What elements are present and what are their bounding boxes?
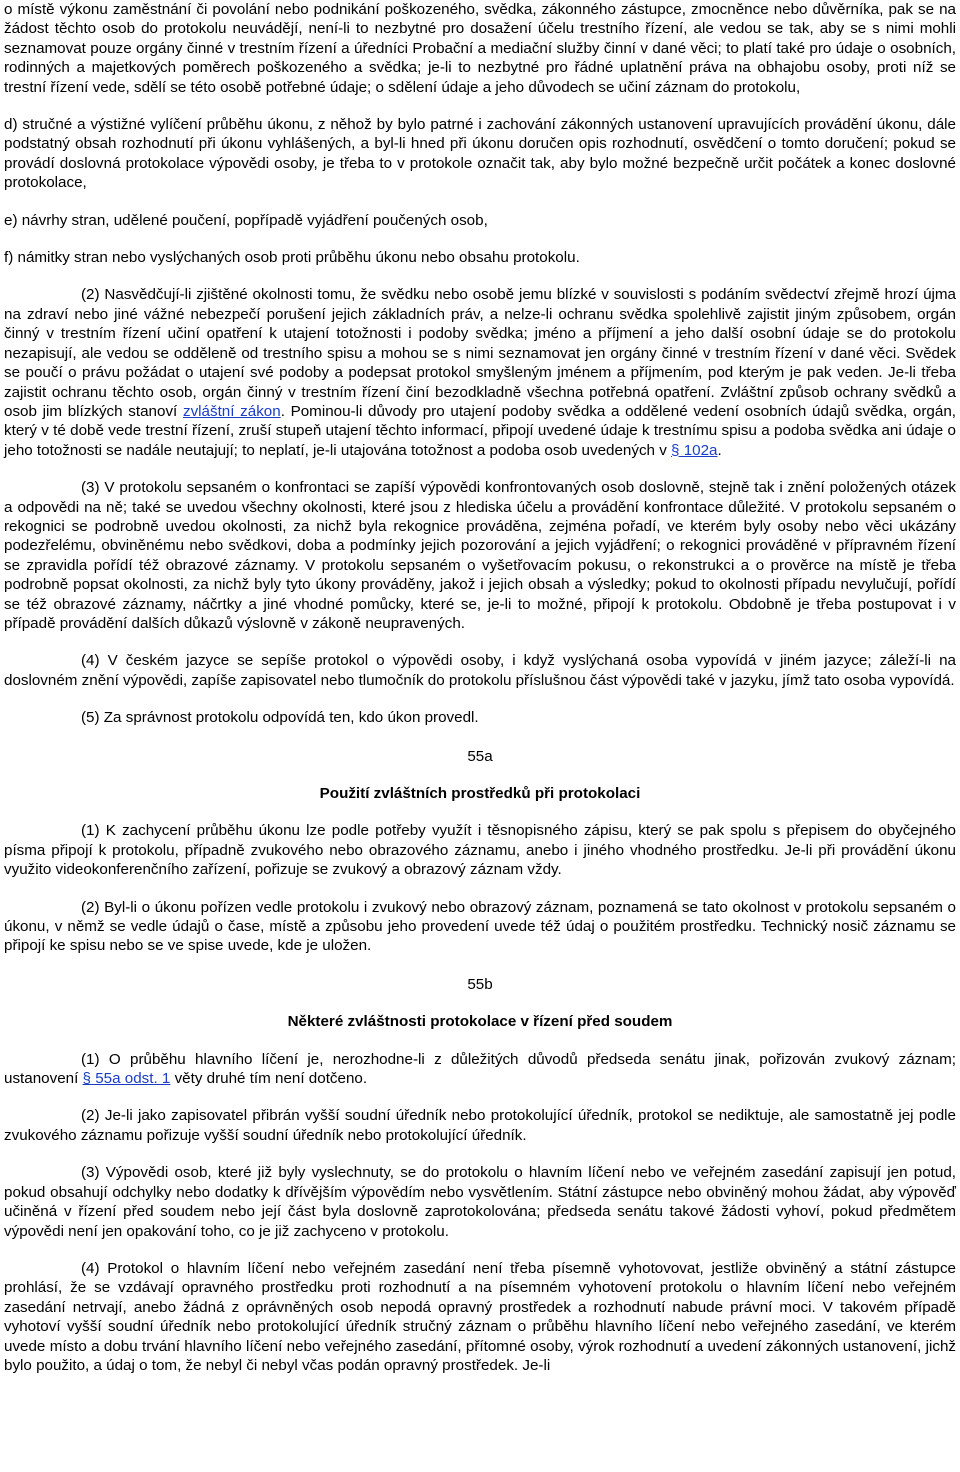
item-d: d) stručné a výstižné vylíčení průběhu úkonu, z něhož by bylo patrné i zachování zákonných ustanovení upravujících provádění úkonu, dále podstatný obsah rozhodnutí při úkonu vyhlášených, a byl-li hned při úkonu doručen opis rozhodnutí, osvědčení o tomto doručení; pokud se provádí doslovná protokolace výpovědi osoby, je třeba to v protokole označit tak, aby bylo možné bezpečně určit počátek a konec doslovné protokolace, xyxy=(4,116,956,192)
section-55b-paragraph-1-text-b: věty druhé tím není dotčeno. xyxy=(170,1070,368,1088)
section-55a-paragraph-2: (2) Byl-li o úkonu pořízen vedle protokolu i zvukový nebo obrazový záznam, poznamená se tato okolnost v protokolu sepsaném o úkonu, v němž se vedle údajů o čase, místě a způsobu jeho provedení uvede též údaj o použitém prostředku. Technický nosič záznamu se připojí ke spisu nebo se ve spise uvede, kde je uložen. xyxy=(4,898,956,955)
paragraph-3: (3) V protokolu sepsaném o konfrontaci se zapíší výpovědi konfrontovaných osob doslovně, stejně tak i znění položených otázek a odpovědi na ně; také se uvedou všechny okolnosti, které jsou z hlediska účelu a provádění konfrontace důležité. V protokolu sepsaném o rekognici se podrobně uvedou okolnosti, za nichž byla rekognice prováděna, zejména pořadí, ve kterém byly osoby nebo věci ukázány podezřelému, obviněnému nebo svědkovi, doba a podmínky jejich pozorování a jejich vyjádření; o rekognici prováděné v přípravném řízení se zpravidla pořídí též obrazové záznamy. V protokolu sepsaném o vyšetřovacím pokusu, o rekonstrukci a o prověrce na místě je třeba podrobně popsat okolnosti, za nichž byly tyto úkony prováděny, jakož i jejich obsah a výsledky; pokud to okolnosti případu nevylučují, pořídí se též obrazové záznamy, náčrtky a jiné vhodné pomůcky, které se, je-li to možné, připojí k protokolu. Obdobně je třeba postupovat i v případě provádění dalších důkazů výslovně v zákoně neupravených. xyxy=(4,479,956,632)
section-55a-paragraph-1: (1) K zachycení průběhu úkonu lze podle potřeby využít i těsnopisného zápisu, který se pak spolu s přepisem do obyčejného písma připojí k protokolu, případně zvukového nebo obrazového záznamu, anebo i jiného vhodného prostředku. Je-li při provádění úkonu využito videokonferenčního zařízení, pořizuje se zvukový a obrazový záznam vždy. xyxy=(4,822,956,879)
section-55b-paragraph-1 xyxy=(4,1050,956,1089)
section-55b-paragraph-3: (3) Výpovědi osob, které již byly vyslechnuty, se do protokolu o hlavním líčení nebo ve veřejném zasedání zapisují jen potud, pokud obsahují odchylky nebo dodatky k dřívějším výpovědím nebo vysvětlením. Státní zástupce nebo obviněný mohou žádat, aby výpověď učiněná v řízení před soudem nebo její část byla doslovně zaprotokolována; předseda senátu takové žádosti vyhoví, pokud předmětem výpovědi není jen opakování toho, co je již zachyceno v protokolu. xyxy=(4,1164,956,1240)
section-number-55a: 55a xyxy=(467,747,493,765)
paragraph-2-text-a: (2) Nasvědčují-li zjištěné okolnosti tomu, že svědku nebo osobě jemu blízké v souvislosti s podáním svědectví zřejmě hrozí újma na zdraví nebo jiné vážné nebezpečí porušení jejich základních práv, a nelze-li ochranu svědka spolehlivě zajistit jiným způsobem, orgán činný v trestním řízení učiní opatření k utajení totožnosti i podoby svědka; jméno a příjmení a jeho další osobní údaje se do protokolu nezapisují, ale vedou se odděleně od trestního spisu a mohou se s nimi seznamovat jen orgány činné v trestním řízení v dané věci. Svědek se poučí o právu požádat o utajení své podoby a podepsat protokol smyšleným jménem a příjmením, pod kterým je pak veden. Je-li třeba zajistit ochranu těchto osob, orgán činný v trestním řízení činí bezodkladně všechna potřebná opatření. Zvláštní způsob ochrany svědků a osob jim blízkých stanoví xyxy=(4,286,956,420)
item-e: e) návrhy stran, udělené poučení, popřípadě vyjádření poučených osob, xyxy=(4,211,488,229)
section-55b-paragraph-2: (2) Je-li jako zapisovatel přibrán vyšší soudní úředník nebo protokolující úředník, protokol se nediktuje, ale samostatně jej podle zvukového záznamu pořizuje vyšší soudní úředník nebo protokolující úředník. xyxy=(4,1107,956,1144)
section-55b-paragraph-4: (4) Protokol o hlavním líčení nebo veřejném zasedání není třeba písemně vyhotovovat, jestliže obviněný a státní zástupce prohlásí, že se vzdávají opravného prostředku proti rozhodnutí a na písemném vyhotovení protokolu o hlavním líčení nebo veřejném zasedání netrvají, anebo žádná z oprávněných osob nepodá opravný prostředek a rozhodnutí nabude právní moci. V takovém případě vyhotoví vyšší soudní úředník nebo protokolující úředník stručný záznam o průběhu hlavního líčení nebo veřejného zasedání, ve kterém uvede místo a dobu trvání hlavního líčení nebo veřejného zasedání, přítomné osoby, výrok rozhodnutí a uvedení zákonných ustanovení, jichž bylo použito, a údaj o tom, že nebyl či nebyl včas podán opravný prostředek. Je-li xyxy=(4,1259,956,1374)
section-title-55b: Některé zvláštnosti protokolace v řízení před soudem xyxy=(287,1013,673,1031)
paragraph-2-text-c: . xyxy=(717,441,722,459)
link-102a[interactable]: § 102a xyxy=(671,441,718,459)
section-title-55a: Použití zvláštních prostředků při protokolaci xyxy=(319,785,641,802)
link-55a-odst-1[interactable]: § 55a odst. 1 xyxy=(82,1070,171,1088)
paragraph-5: (5) Za správnost protokolu odpovídá ten, kdo úkon provedl. xyxy=(81,709,479,727)
paragraph-2 xyxy=(4,285,956,460)
paragraph-2-text-b: . Pominou-li důvody pro utajení podoby svědka a oddělené vedení osobních údajů svědka, orgán, který v té době vede trestní řízení, zruší stupeň utajení těchto informací, připojí uvedené údaje k trestnímu spisu a podoba svědka ani údaje o jeho totožnosti se nadále neutajují; to neplatí, je-li utajována totožnost a podoba osob uvedených v xyxy=(4,402,956,459)
link-zvlastni-zakon[interactable]: zvláštní zákon xyxy=(182,402,281,420)
paragraph-continued: o místě výkonu zaměstnání či povolání nebo podnikání poškozeného, svědka, zákonného zástupce, zmocněnce nebo důvěrníka, pak se na žádost těchto osob do protokolu neuvádějí, není-li to nezbytné pro dosažení účelu trestního řízení, ale vedou se tak, aby se s nimi mohli seznamovat pouze orgány činné v trestním řízení a úředníci Probační a mediační služby činní v dané věci; to platí také pro údaje o osobních, rodinných a majetkových poměrech poškozeného a svědka; je-li to nezbytné pro řádné uplatnění práva na obhajobu osoby, proti níž se trestní řízení vede, sdělí se této osobě potřebné údaje; o sdělení údaje a jeho důvodech se učiní záznam do protokolu, xyxy=(4,1,956,96)
paragraph-4: (4) V českém jazyce se sepíše protokol o výpovědi osoby, i když vyslýchaná osoba vypovídá v jiném jazyce; záleží-li na doslovném znění výpovědi, zapíše zapisovatel nebo tlumočník do protokolu příslušnou část výpovědi také v jazyku, jímž tato osoba vypovídá. xyxy=(4,652,956,689)
item-f: f) námitky stran nebo vyslýchaných osob proti průběhu úkonu nebo obsahu protokolu. xyxy=(4,249,580,267)
section-55b-paragraph-1-text-a: (1) O průběhu hlavního líčení je, nerozhodne-li z důležitých důvodů předseda senátu jinak, pořizován zvukový záznam; ustanovení xyxy=(4,1050,956,1088)
section-number-55b: 55b xyxy=(467,975,493,993)
